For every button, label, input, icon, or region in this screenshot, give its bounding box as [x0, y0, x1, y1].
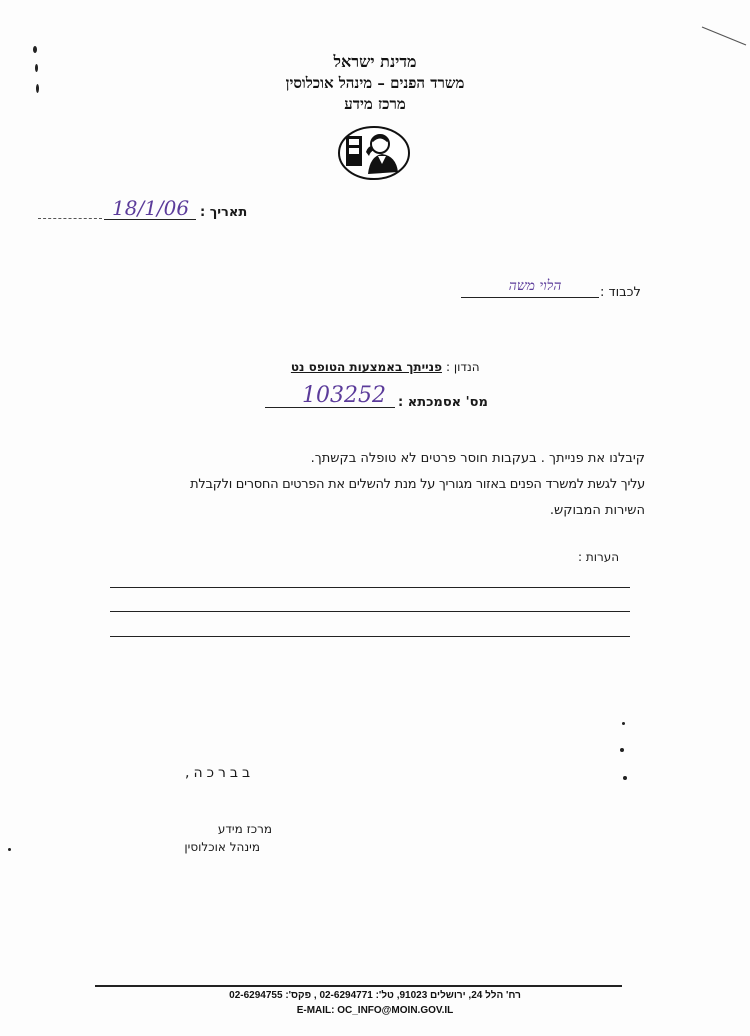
- signature-line-1: מרכז מידע: [217, 822, 272, 836]
- recipient-label: לכבוד :: [600, 285, 641, 300]
- subject-value: פנייתך באמצעות הטופס נט: [290, 360, 442, 374]
- reference-label: מס' אסמכתא :: [398, 395, 488, 410]
- letterhead-state: מדינת ישראל: [333, 52, 417, 71]
- scan-speck: [622, 722, 625, 725]
- subject-label: הנדון :: [446, 360, 480, 374]
- page-fold-mark: [700, 25, 748, 47]
- letterhead-ministry: משרד הפנים – מינהל אוכלוסין: [285, 74, 465, 92]
- scan-speck: [8, 848, 11, 851]
- signature-line-2: מינהל אוכלוסין: [184, 840, 260, 854]
- remarks-line-2: [110, 611, 630, 612]
- scan-speck: [620, 748, 624, 752]
- telephone-operator-icon: [338, 126, 410, 180]
- recipient-underline: [461, 297, 599, 298]
- reference-value: 103252: [302, 383, 386, 408]
- body-line-2: עליך לגשת למשרד הפנים באזור מגוריך על מנת להשלים את הפרטים החסרים ולקבלת: [190, 477, 645, 492]
- date-label: תאריך :: [200, 205, 248, 220]
- remarks-line-3: [110, 636, 630, 637]
- date-value: 18/1/06: [112, 196, 190, 220]
- recipient-value: הלוי משה: [508, 278, 562, 294]
- footer-rule: [95, 985, 622, 987]
- remarks-line-1: [110, 587, 630, 588]
- body-line-3: השירות המבוקש.: [549, 503, 645, 518]
- footer-email: E-MAIL: OC_INFO@MOIN.GOV.IL: [296, 1005, 454, 1016]
- letterhead-center: מרכז מידע: [344, 95, 406, 113]
- remarks-label: הערות :: [578, 550, 620, 564]
- body-line-1: קיבלנו את פנייתך . בעקבות חוסר פרטים לא טופלה בקשתך.: [310, 451, 645, 466]
- date-dotted-rule: [38, 218, 102, 219]
- footer-address: רח' הלל 24, ירושלים 91023, טל': 02-6294771 , פקס': 02-6294755: [229, 990, 521, 1001]
- closing-greeting: בברכה,: [185, 765, 255, 781]
- scan-speck: [623, 776, 627, 780]
